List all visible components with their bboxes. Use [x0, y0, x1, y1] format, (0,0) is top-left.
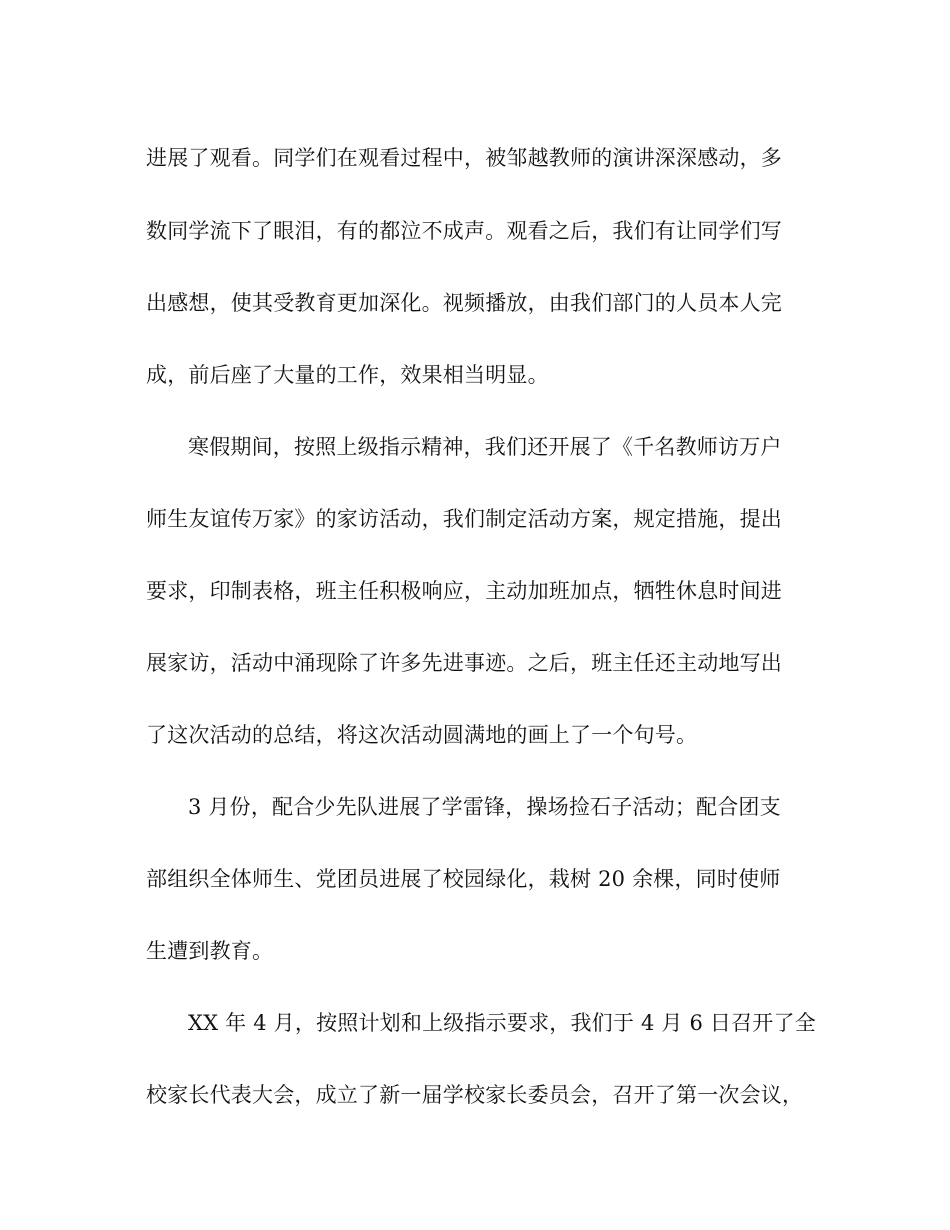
paragraph-line: 部组织全体师生、党团员进展了校园绿化，栽树 20 余棵，同时使师: [146, 867, 781, 891]
paragraph-line: 了这次活动的总结，将这次活动圆满地的画上了一个句号。: [146, 723, 698, 747]
paragraph-line: 师生友谊传万家》的家访活动，我们制定活动方案，规定措施，提出: [146, 507, 782, 531]
paragraph-line: 校家长代表大会，成立了新一届学校家长委员会，召开了第一次会议，: [146, 1083, 804, 1107]
paragraph-first-line: 3 月份，配合少先队进展了学雷锋，操场捡石子活动；配合团支: [188, 795, 781, 819]
paragraph-line: 数同学流下了眼泪，有的都泣不成声。观看之后，我们有让同学们写: [146, 219, 782, 243]
paragraph-first-line: XX 年 4 月，按照计划和上级指示要求，我们于 4 月 6 日召开了全: [188, 1011, 816, 1035]
paragraph-line: 要求，印制表格，班主任积极响应，主动加班加点，牺牲休息时间进: [146, 579, 782, 603]
paragraph-line: 成，前后座了大量的工作，效果相当明显。: [146, 363, 549, 387]
paragraph-line: 进展了观看。同学们在观看过程中，被邹越教师的演讲深深感动，多: [146, 146, 782, 170]
paragraph-line: 展家访，活动中涌现除了许多先进事迹。之后，班主任还主动地写出: [146, 651, 782, 675]
paragraph-first-line: 寒假期间，按照上级指示精神，我们还开展了《千名教师访万户: [188, 435, 782, 459]
paragraph-line: 生遭到教育。: [146, 939, 274, 963]
paragraph-line: 出感想，使其受教育更加深化。视频播放，由我们部门的人员本人完: [146, 291, 782, 315]
